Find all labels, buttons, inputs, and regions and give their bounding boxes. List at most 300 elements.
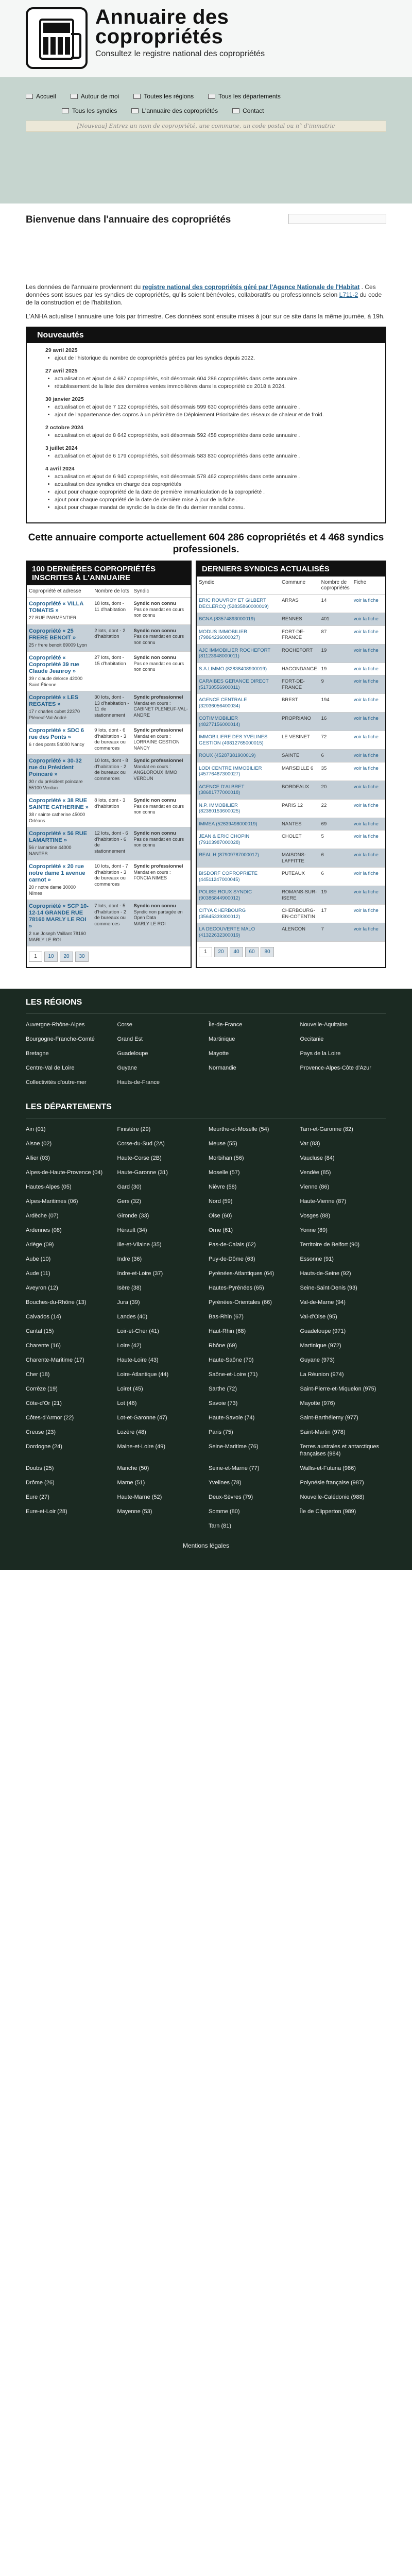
department-link[interactable]: Hautes-Alpes (05)	[26, 1184, 72, 1190]
department-link[interactable]: Haute-Garonne (31)	[117, 1170, 168, 1176]
region-link[interactable]: Hauts-de-France	[117, 1079, 160, 1086]
department-link[interactable]: Yvelines (78)	[209, 1480, 242, 1486]
department-link[interactable]: Lozère (48)	[117, 1429, 146, 1435]
syndic-name-cell	[197, 923, 280, 942]
view-fiche-link[interactable]: voir la fiche	[353, 889, 379, 895]
region-link[interactable]: Auvergne-Rhône-Alpes	[26, 1022, 85, 1028]
department-link[interactable]: Île de Clipperton (989)	[300, 1509, 356, 1515]
department-link[interactable]: Vienne (86)	[300, 1184, 330, 1190]
department-link[interactable]: Creuse (23)	[26, 1429, 56, 1435]
syndic-mandate: Pas de mandat en cours	[133, 634, 184, 639]
syndic-name-cell	[197, 831, 280, 849]
copro-address: 2 rue Joseph Vaillant 78160 MARLY LE ROI	[29, 931, 86, 942]
department-link[interactable]: Landes (40)	[117, 1314, 148, 1320]
table-row[interactable]	[197, 886, 385, 905]
syndic-type: Syndic professionnel	[133, 694, 183, 700]
page-title: Bienvenue dans l'annuaire des copropriétés	[26, 214, 231, 225]
region-link[interactable]: Grand Est	[117, 1036, 143, 1042]
region-link[interactable]: Île-de-France	[209, 1022, 243, 1028]
table-row[interactable]	[197, 595, 385, 613]
copro-cell	[27, 860, 92, 900]
department-link[interactable]: Alpes-de-Haute-Provence (04)	[26, 1170, 103, 1176]
department-link[interactable]: Eure (27)	[26, 1494, 49, 1500]
department-link[interactable]: Allier (03)	[26, 1155, 50, 1161]
department-link[interactable]: Savoie (73)	[209, 1400, 238, 1406]
table-row[interactable]	[27, 900, 191, 946]
department-link[interactable]: Vendée (85)	[300, 1170, 331, 1176]
table-row[interactable]	[27, 827, 191, 860]
department-link[interactable]: Haute-Savoie (74)	[209, 1415, 255, 1421]
news-item	[45, 368, 377, 390]
syndic-name-link[interactable]: CITYA CHERBOURG (35645339300012)	[199, 908, 246, 920]
department-link[interactable]: Sarthe (72)	[209, 1386, 237, 1392]
nav-item-label: Toutes les régions	[144, 93, 194, 100]
page-link[interactable]: 20	[214, 947, 228, 957]
department-link[interactable]: Gers (32)	[117, 1198, 141, 1205]
department-link[interactable]: Aube (10)	[26, 1256, 51, 1262]
syndic-name: non connu	[133, 842, 156, 848]
syndic-type: Syndic non connu	[133, 655, 176, 660]
news-item	[45, 466, 377, 511]
table-row[interactable]	[197, 905, 385, 923]
news-item	[45, 445, 377, 460]
table-row[interactable]	[27, 598, 191, 625]
view-fiche-link[interactable]: voir la fiche	[353, 734, 379, 740]
page-link[interactable]: 30	[75, 952, 89, 962]
page-link[interactable]: 40	[230, 947, 243, 957]
copro-name-link[interactable]: Copropriété « VILLA TOMATIS »	[29, 601, 83, 614]
view-fiche-link[interactable]: voir la fiche	[353, 647, 379, 653]
commune-cell: PARIS 12	[280, 799, 319, 818]
copro-name-link[interactable]: Copropriété « SCP 10-12-14 GRANDE RUE 78160 MARLY LE ROI »	[29, 903, 89, 929]
department-link[interactable]: Seine-et-Marne (77)	[209, 1465, 260, 1471]
syndic-mandate: Syndic non partagée en Open Data	[133, 909, 183, 920]
l711-link[interactable]: L711-2	[339, 291, 358, 298]
nav-item-home[interactable]	[26, 93, 56, 100]
department-link[interactable]: Pyrénées-Orientales (66)	[209, 1299, 272, 1306]
department-link[interactable]: Mayenne (53)	[117, 1509, 152, 1515]
table-row[interactable]	[197, 781, 385, 799]
region-link[interactable]: Collectivités d'outre-mer	[26, 1079, 87, 1086]
nb-copros-cell: 22	[319, 799, 352, 818]
department-link[interactable]: Orne (61)	[209, 1227, 233, 1233]
table-row[interactable]	[197, 750, 385, 762]
department-link[interactable]: Guyane (973)	[300, 1357, 335, 1363]
syndic-name-link[interactable]: LA DECOUVERTE MALO (41322632300019)	[199, 926, 255, 938]
view-fiche-link[interactable]: voir la fiche	[353, 908, 379, 913]
syndic-name-link[interactable]: ERIC ROUVROY ET GILBERT DECLERCQ (52835860000019)	[199, 598, 269, 609]
fiche-cell	[352, 613, 385, 626]
department-link[interactable]: Finistère (29)	[117, 1126, 151, 1132]
department-link[interactable]: Loire-Atlantique (44)	[117, 1371, 169, 1378]
department-link[interactable]: Territoire de Belfort (90)	[300, 1242, 360, 1248]
department-link[interactable]: Aude (11)	[26, 1270, 50, 1277]
commune-cell: SAINTE	[280, 750, 319, 762]
department-link[interactable]: Martinique (972)	[300, 1343, 341, 1349]
region-link[interactable]: Corse	[117, 1022, 132, 1028]
department-link[interactable]: Tarn (81)	[209, 1523, 232, 1529]
syndic-type: Syndic professionnel	[133, 758, 183, 764]
syndic-name-link[interactable]: POLISE ROUX SYNDIC (90386844900012)	[199, 889, 252, 901]
department-link[interactable]: Paris (75)	[209, 1429, 233, 1435]
region-link[interactable]: Occitanie	[300, 1036, 324, 1042]
copro-name-link[interactable]: Copropriété « 25 FRERE BENOIT »	[29, 628, 76, 641]
department-link[interactable]: Manche (50)	[117, 1465, 149, 1471]
view-fiche-link[interactable]: voir la fiche	[353, 629, 379, 635]
department-link[interactable]: Alpes-Maritimes (06)	[26, 1198, 78, 1205]
region-link[interactable]: Normandie	[209, 1065, 236, 1071]
table-row[interactable]	[197, 713, 385, 731]
fiche-cell	[352, 675, 385, 694]
department-link[interactable]: Vaucluse (84)	[300, 1155, 335, 1161]
department-link[interactable]: Deux-Sèvres (79)	[209, 1494, 253, 1500]
commune-cell: CHOLET	[280, 831, 319, 849]
news-line: • ajout pour chaque mandat de syndic de la date de fin du dernier mandat connu.	[55, 504, 377, 511]
commune-cell: HAGONDANGE	[280, 663, 319, 675]
latest-copros-title: 100 DERNIÈRES COPROPRIÉTÉS INSCRITES À L'ANNUAIRE	[27, 562, 191, 585]
view-fiche-link[interactable]: voir la fiche	[353, 679, 379, 684]
home-icon	[26, 94, 33, 99]
region-link[interactable]: Guadeloupe	[117, 1050, 148, 1057]
department-link[interactable]: Pas-de-Calais (62)	[209, 1242, 256, 1248]
copro-address: 20 r notre dame 30000 Nîmes	[29, 885, 76, 896]
copro-name-link[interactable]: Copropriété « Copropriété 39 rue Claude Jeanroy »	[29, 655, 79, 674]
news-line: • actualisation et ajout de 7 122 copropriétés, soit désormais 599 630 copropriétés dans cette annuaire .	[55, 404, 377, 411]
syndic-icon	[62, 108, 69, 113]
intro-paragraph-2: L'ANHA actualise l'annuaire une fois par trimestre. Ces données sont ensuite mises à jour sur ce site dans la même journée, à 19h.	[26, 313, 385, 320]
department-link[interactable]: Seine-Saint-Denis (93)	[300, 1285, 357, 1291]
syndic-name-cell	[197, 818, 280, 831]
nav-item-department[interactable]	[208, 93, 281, 100]
department-link[interactable]: Moselle (57)	[209, 1170, 240, 1176]
latest-copros-table	[27, 585, 191, 946]
fiche-cell	[352, 886, 385, 905]
department-link[interactable]: Meuse (55)	[209, 1141, 237, 1147]
department-link[interactable]: Ain (01)	[26, 1126, 46, 1132]
legal-link[interactable]: Mentions légales	[182, 1542, 230, 1549]
syndic-name-link[interactable]: N.P. IMMOBILIER (82380153600025)	[199, 802, 241, 814]
nav-item-syndic[interactable]	[62, 107, 117, 114]
department-link[interactable]: Vosges (88)	[300, 1213, 331, 1219]
nav-item-map[interactable]	[71, 93, 119, 100]
table-row[interactable]	[27, 652, 191, 691]
fiche-cell	[352, 644, 385, 663]
department-link[interactable]: Saint-Barthélemy (977)	[300, 1415, 358, 1421]
view-fiche-link[interactable]: voir la fiche	[353, 765, 379, 771]
syndic-name-link[interactable]: CARAIBES GERANCE DIRECT (51730556900011)	[199, 679, 269, 690]
welcome-section	[0, 204, 412, 283]
table-row[interactable]	[197, 663, 385, 675]
view-fiche-link[interactable]: voir la fiche	[353, 716, 379, 721]
site-logo[interactable]	[26, 7, 88, 69]
department-link[interactable]: Haute-Saône (70)	[209, 1357, 254, 1363]
department-link[interactable]: Nouvelle-Calédonie (988)	[300, 1494, 365, 1500]
syndic-name-link[interactable]: JEAN & ERIC CHOPIN (79103987000028)	[199, 834, 250, 845]
syndic-name-link[interactable]: BISDORF COPROPRIETE (44511247000045)	[199, 871, 258, 883]
copro-address: 25 r frere benoit 69009 Lyon	[29, 642, 87, 648]
department-link[interactable]: Saône-et-Loire (71)	[209, 1371, 258, 1378]
department-link[interactable]: Corrèze (19)	[26, 1386, 58, 1392]
department-link[interactable]: Essonne (91)	[300, 1256, 334, 1262]
nav-item-contact[interactable]	[232, 107, 264, 114]
department-link[interactable]: Lot (46)	[117, 1400, 137, 1406]
syndic-name-link[interactable]: ROUX (45287381900019)	[199, 753, 256, 758]
department-link[interactable]: Terres australes et antarctiques françaises (984)	[300, 1444, 379, 1457]
department-link[interactable]: Nièvre (58)	[209, 1184, 237, 1190]
department-link[interactable]: Nord (59)	[209, 1198, 233, 1205]
department-link[interactable]: Côtes-d'Armor (22)	[26, 1415, 74, 1421]
region-link[interactable]: Bretagne	[26, 1050, 49, 1057]
anah-registry-link[interactable]: registre national des copropriétés géré par l'Agence Nationale de l'Habitat	[142, 283, 360, 291]
fiche-cell	[352, 625, 385, 644]
department-link[interactable]: Cantal (15)	[26, 1328, 54, 1334]
commune-cell: ROMANS-SUR-ISERE	[280, 886, 319, 905]
region-link	[209, 1079, 295, 1086]
department-link[interactable]: Tarn-et-Garonne (82)	[300, 1126, 353, 1132]
department-link[interactable]: Haut-Rhin (68)	[209, 1328, 246, 1334]
commune-cell: ARRAS	[280, 595, 319, 613]
table-row[interactable]	[197, 762, 385, 781]
department-link[interactable]: Morbihan (56)	[209, 1155, 244, 1161]
department-link[interactable]: Seine-Maritime (76)	[209, 1444, 259, 1450]
copro-name-link[interactable]: Copropriété « 38 RUE SAINTE CATHERINE »	[29, 798, 89, 810]
syndic-name-link[interactable]: MODUS IMMOBILIER (79864236000027)	[199, 629, 247, 640]
department-link[interactable]: Charente (16)	[26, 1343, 61, 1349]
fiche-cell	[352, 849, 385, 868]
nb-copros-cell: 9	[319, 675, 352, 694]
news-line: • actualisation et ajout de 6 179 copropriétés, soit désormais 583 830 copropriétés dans cette annuaire .	[55, 453, 377, 460]
nav-item-label: Contact	[243, 107, 264, 114]
department-link[interactable]: Côte-d'Or (21)	[26, 1400, 62, 1406]
syndic-name-link[interactable]: IMMEA (52639498000019)	[199, 821, 258, 827]
department-link[interactable]: Var (83)	[300, 1141, 320, 1147]
view-fiche-link[interactable]: voir la fiche	[353, 697, 379, 703]
news-item	[45, 347, 377, 362]
page-link[interactable]: 20	[60, 952, 73, 962]
department-link[interactable]: Ardèche (07)	[26, 1213, 59, 1219]
region-link[interactable]: Guyane	[117, 1065, 138, 1071]
syndic-name-link[interactable]: S.A.LIMMO (82838408900019)	[199, 666, 267, 672]
department-link[interactable]: Wallis-et-Futuna (986)	[300, 1465, 356, 1471]
department-link[interactable]: Dordogne (24)	[26, 1444, 62, 1450]
department-link[interactable]: Haute-Vienne (87)	[300, 1198, 347, 1205]
department-link[interactable]: Ariège (09)	[26, 1242, 54, 1248]
table-row[interactable]	[27, 691, 191, 724]
department-link[interactable]: La Réunion (974)	[300, 1371, 344, 1378]
syndic-name-link[interactable]: COTIMMOBILIER (48277156000014)	[199, 716, 241, 727]
department-link[interactable]: Haute-Loire (43)	[117, 1357, 159, 1363]
department-link[interactable]: Jura (39)	[117, 1299, 140, 1306]
fiche-cell	[352, 781, 385, 799]
department-link[interactable]: Cher (18)	[26, 1371, 50, 1378]
commune-cell: PUTEAUX	[280, 868, 319, 886]
department-link[interactable]: Mayotte (976)	[300, 1400, 335, 1406]
news-item	[45, 425, 377, 439]
department-link[interactable]: Oise (60)	[209, 1213, 232, 1219]
table-row[interactable]	[197, 849, 385, 868]
department-link[interactable]: Hautes-Pyrénées (65)	[209, 1285, 264, 1291]
copro-name-link[interactable]: Copropriété « 20 rue notre dame 1 avenue carnot »	[29, 863, 85, 883]
department-link[interactable]: Rhône (69)	[209, 1343, 237, 1349]
table-row[interactable]	[27, 794, 191, 827]
department-link[interactable]: Polynésie française (987)	[300, 1480, 364, 1486]
syndic-name-cell	[197, 905, 280, 923]
syndic-name-cell	[197, 625, 280, 644]
region-link[interactable]: Provence-Alpes-Côte d'Azur	[300, 1065, 371, 1071]
region-link[interactable]: Martinique	[209, 1036, 235, 1042]
department-link[interactable]: Marne (51)	[117, 1480, 145, 1486]
view-fiche-link[interactable]: voir la fiche	[353, 616, 379, 622]
table-row[interactable]	[197, 818, 385, 831]
table-row[interactable]	[197, 923, 385, 942]
syndic-name-link[interactable]: BGNA (83574893000019)	[199, 616, 255, 622]
copro-name-link[interactable]: Copropriété « 56 RUE LAMARTINE »	[29, 831, 88, 843]
view-fiche-link[interactable]: voir la fiche	[353, 802, 379, 808]
nb-copros-cell: 19	[319, 663, 352, 675]
department-link[interactable]: Puy-de-Dôme (63)	[209, 1256, 255, 1262]
page-link[interactable]: 80	[261, 947, 274, 957]
department-link[interactable]: Guadeloupe (971)	[300, 1328, 346, 1334]
syndic-name-link[interactable]: AGENCE CENTRALE (32036056400034)	[199, 697, 247, 709]
nb-copros-cell: 87	[319, 625, 352, 644]
view-fiche-link[interactable]: voir la fiche	[353, 926, 379, 932]
table-row[interactable]	[27, 624, 191, 652]
syndic-name-link[interactable]: LODI CENTRE IMMOBILIER (45776467300027)	[199, 765, 262, 777]
syndic-type: Syndic non connu	[133, 903, 176, 909]
department-link[interactable]: Val-d'Oise (95)	[300, 1314, 337, 1320]
department-link[interactable]: Bouches-du-Rhône (13)	[26, 1299, 87, 1306]
department-link[interactable]: Hérault (34)	[117, 1227, 147, 1233]
commune-cell: ROCHEFORT	[280, 644, 319, 663]
department-link[interactable]: Meurthe-et-Moselle (54)	[209, 1126, 269, 1132]
department-link[interactable]: Corse-du-Sud (2A)	[117, 1141, 165, 1147]
table-row[interactable]	[197, 831, 385, 849]
nb-copros-cell: 6	[319, 849, 352, 868]
department-link[interactable]: Loiret (45)	[117, 1386, 143, 1392]
department-link[interactable]: Eure-et-Loir (28)	[26, 1509, 67, 1515]
department-link[interactable]: Gard (30)	[117, 1184, 142, 1190]
department-link[interactable]: Saint-Martin (978)	[300, 1429, 346, 1435]
department-link[interactable]: Gironde (33)	[117, 1213, 149, 1219]
page-link[interactable]: 1	[199, 947, 212, 957]
syndic-name-link[interactable]: REAL H (87909787000017)	[199, 852, 259, 858]
copro-cell	[27, 755, 92, 794]
table-row[interactable]	[197, 731, 385, 750]
department-link[interactable]: Val-de-Marne (94)	[300, 1299, 346, 1306]
table-row[interactable]	[197, 625, 385, 644]
department-link[interactable]: Lot-et-Garonne (47)	[117, 1415, 167, 1421]
department-link[interactable]: Somme (80)	[209, 1509, 240, 1515]
nav-item-book[interactable]	[131, 107, 218, 114]
department-link[interactable]: Loire (42)	[117, 1343, 142, 1349]
department-link[interactable]: Yonne (89)	[300, 1227, 328, 1233]
syndic-name-link[interactable]: AJC IMMOBILIER ROCHEFORT (81123948000011)	[199, 647, 270, 659]
department-link[interactable]: Drôme (26)	[26, 1480, 55, 1486]
department-link[interactable]: Pyrénées-Atlantiques (64)	[209, 1270, 274, 1277]
syndic-mandate: Mandat en cours :	[133, 764, 171, 769]
syndic-name-link[interactable]: IMMOBILIERE DES YVELINES GESTION (49812765000015)	[199, 734, 268, 746]
department-link[interactable]: Ille-et-Vilaine (35)	[117, 1242, 162, 1248]
news-list	[55, 432, 377, 439]
department-link[interactable]: Indre (36)	[117, 1256, 142, 1262]
page-link[interactable]: 60	[245, 947, 259, 957]
department-link	[117, 1522, 204, 1530]
department-link[interactable]: Saint-Pierre-et-Miquelon (975)	[300, 1386, 376, 1392]
fiche-cell	[352, 868, 385, 886]
department-link[interactable]: Ardennes (08)	[26, 1227, 62, 1233]
syndic-cell	[132, 652, 191, 691]
table-row[interactable]	[197, 613, 385, 626]
table-row[interactable]	[27, 724, 191, 755]
syndic-name-cell	[197, 644, 280, 663]
view-fiche-link[interactable]: voir la fiche	[353, 753, 379, 758]
department-link[interactable]: Haute-Corse (2B)	[117, 1155, 162, 1161]
department-link[interactable]: Maine-et-Loire (49)	[117, 1444, 166, 1450]
syndic-name-link[interactable]: AGENCE D'ALBRET (38681777000018)	[199, 784, 245, 795]
table-row[interactable]	[197, 675, 385, 694]
nb-copros-cell: 6	[319, 868, 352, 886]
syndic-name: non connu	[133, 613, 156, 618]
view-fiche-link[interactable]: voir la fiche	[353, 834, 379, 839]
syndic-name-cell	[197, 694, 280, 713]
site-title[interactable]: Annuaire des copropriétés	[95, 6, 229, 48]
department-link[interactable]: Isère (38)	[117, 1285, 142, 1291]
copro-name-link[interactable]: Copropriété « LES REGATES »	[29, 694, 78, 707]
table-row[interactable]	[197, 644, 385, 663]
view-fiche-link[interactable]: voir la fiche	[353, 598, 379, 603]
copro-name-link[interactable]: Copropriété « SDC 6 rue des Ponts »	[29, 727, 84, 740]
search-input[interactable]: [Nouveau] Entrez un nom de copropriété, une commune, un code postal ou n° d'immatric	[26, 121, 386, 132]
region-link[interactable]: Nouvelle-Aquitaine	[300, 1022, 348, 1028]
nav-item-region[interactable]	[133, 93, 194, 100]
table-row[interactable]	[27, 860, 191, 900]
col-syndic-name: Syndic	[197, 577, 280, 595]
region-link[interactable]: Mayotte	[209, 1050, 229, 1057]
department-link[interactable]: Aisne (02)	[26, 1141, 52, 1147]
syndic-name: CABINET PLENEUF-VAL-ANDRE	[133, 706, 188, 718]
department-link[interactable]: Indre-et-Loire (37)	[117, 1270, 163, 1277]
department-link[interactable]: Hauts-de-Seine (92)	[300, 1270, 351, 1277]
region-link[interactable]: Pays de la Loire	[300, 1050, 341, 1057]
table-row[interactable]	[27, 755, 191, 794]
department-link[interactable]: Aveyron (12)	[26, 1285, 58, 1291]
department-link[interactable]: Loir-et-Cher (41)	[117, 1328, 159, 1334]
table-row[interactable]	[197, 868, 385, 886]
region-link[interactable]: Bourgogne-Franche-Comté	[26, 1036, 95, 1042]
col-nb: Nombre de copropriétés	[319, 577, 352, 595]
syndic-name-cell	[197, 849, 280, 868]
region-link[interactable]: Centre-Val de Loire	[26, 1065, 75, 1071]
view-fiche-link[interactable]: voir la fiche	[353, 852, 379, 858]
syndic-type: Syndic professionnel	[133, 727, 183, 733]
page-link[interactable]: 1	[29, 952, 42, 962]
syndic-mandate: Mandat en cours :	[133, 700, 171, 706]
department-link[interactable]: Doubs (25)	[26, 1465, 54, 1471]
commune-cell: BREST	[280, 694, 319, 713]
copro-name-link[interactable]: Copropriété « 30-32 rue du Président Poincaré »	[29, 758, 82, 777]
view-fiche-link[interactable]: voir la fiche	[353, 871, 379, 876]
table-row[interactable]	[197, 694, 385, 713]
department-link[interactable]: Charente-Maritime (17)	[26, 1357, 84, 1363]
view-fiche-link[interactable]: voir la fiche	[353, 821, 379, 827]
table-row[interactable]	[197, 799, 385, 818]
department-link[interactable]: Calvados (14)	[26, 1314, 61, 1320]
view-fiche-link[interactable]: voir la fiche	[353, 784, 379, 790]
view-fiche-link[interactable]: voir la fiche	[353, 666, 379, 672]
department-link[interactable]: Haute-Marne (52)	[117, 1494, 162, 1500]
department-link[interactable]: Bas-Rhin (67)	[209, 1314, 244, 1320]
page-link[interactable]: 10	[44, 952, 58, 962]
